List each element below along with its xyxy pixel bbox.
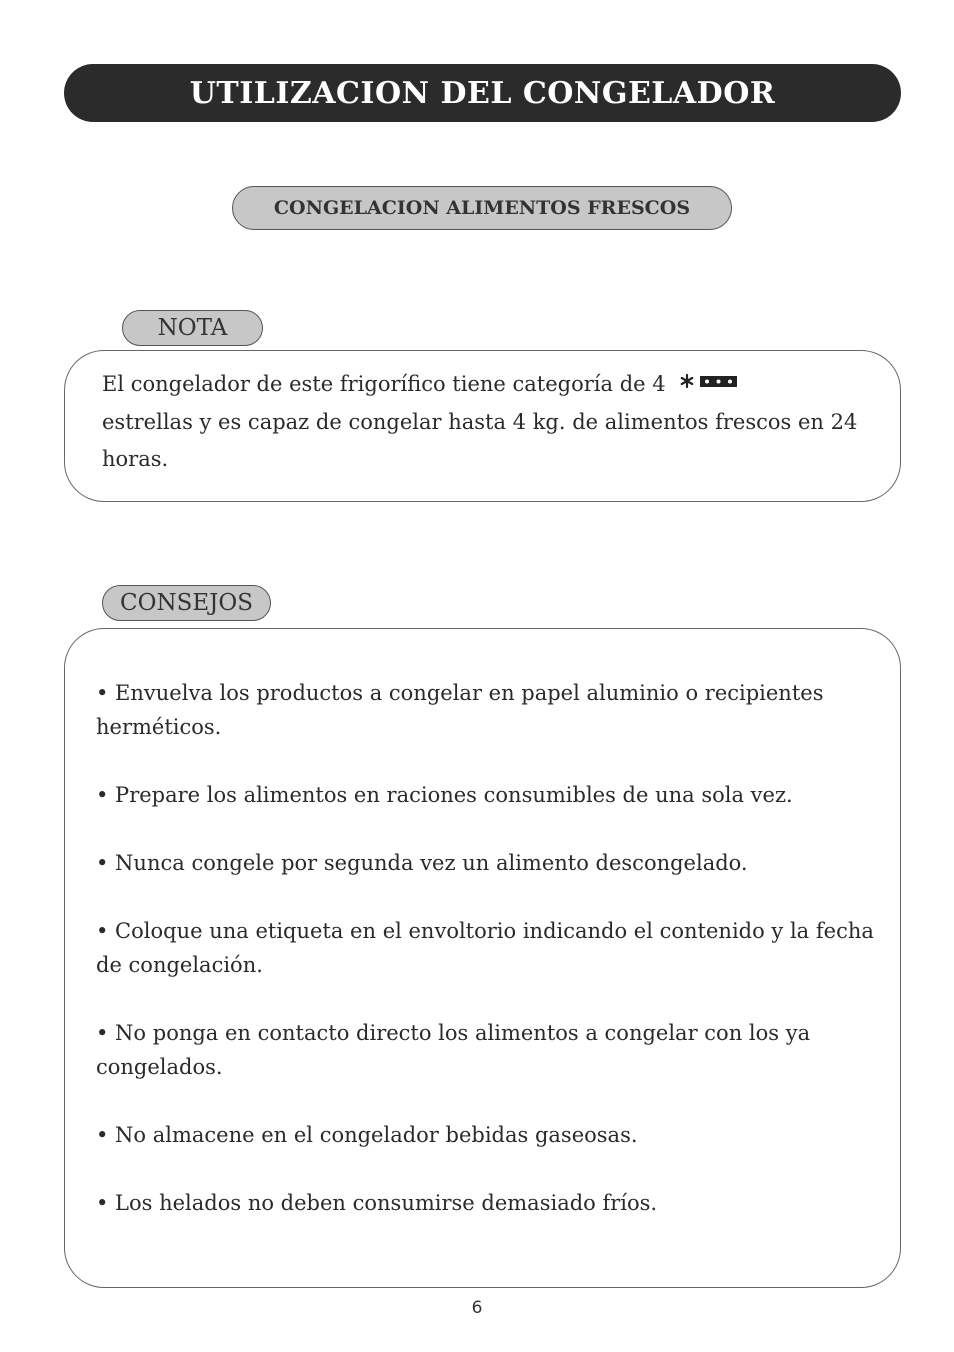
section-heading-pill: [232, 186, 732, 230]
consejos-label: CONSEJOS: [120, 590, 253, 616]
page-number: 6: [471, 1298, 483, 1318]
four-star-freezer-icon: [680, 364, 738, 401]
nota-label-pill: [122, 310, 263, 346]
consejos-item: • Coloque una etiqueta en el envoltorio indicando el contenido y la fecha de congelación.: [96, 919, 874, 977]
consejos-item: • Envuelva los productos a congelar en papel aluminio o recipientes herméticos.: [96, 681, 824, 739]
consejos-label-pill: [102, 585, 271, 621]
page-title: UTILIZACION DEL CONGELADOR: [189, 75, 776, 111]
consejos-item: • Los helados no deben consumirse demasiado fríos.: [96, 1191, 658, 1215]
nota-text: [102, 366, 882, 478]
nota-text-line-1: El congelador de este frigorífico tiene categoría de 4: [102, 372, 666, 396]
nota-text-line-2: estrellas y es capaz de congelar hasta 4 kg. de alimentos frescos en 24 horas.: [102, 410, 858, 471]
consejos-item: • No almacene en el congelador bebidas gaseosas.: [96, 1123, 638, 1147]
section-heading: CONGELACION ALIMENTOS FRESCOS: [273, 197, 691, 219]
consejos-item: • Nunca congele por segunda vez un alimento descongelado.: [96, 851, 748, 875]
consejos-list: [96, 676, 882, 1254]
consejos-item: • No ponga en contacto directo los alimentos a congelar con los ya congelados.: [96, 1021, 811, 1079]
page-title-bar: [64, 64, 901, 122]
consejos-item: • Prepare los alimentos en raciones consumibles de una sola vez.: [96, 783, 793, 807]
nota-label: NOTA: [157, 315, 228, 341]
